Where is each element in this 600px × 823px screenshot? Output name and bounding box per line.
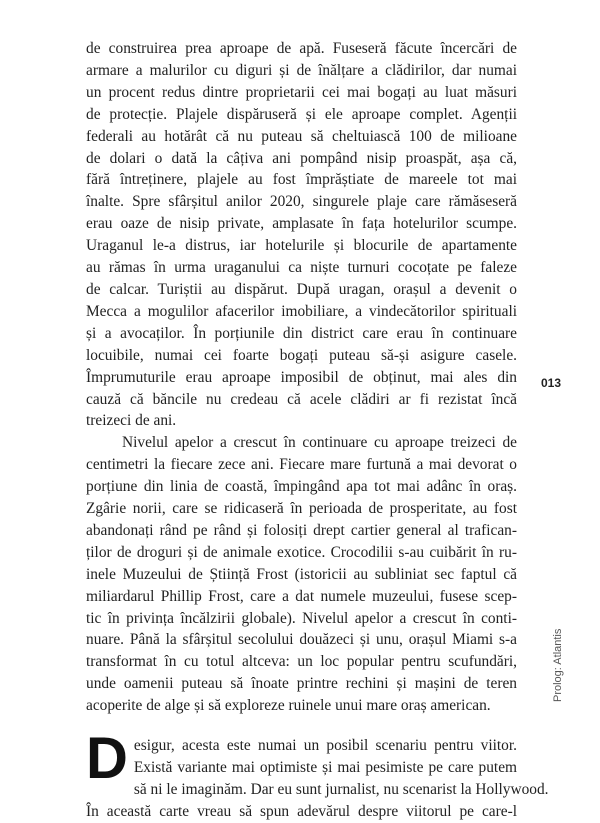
text-line: esigur, acesta este numai un posibil scenariu pentru viitor. [133, 737, 517, 755]
text-line: să ni le imaginăm. Dar eu sunt jurnalist, nu scenarist la Hollywood. [133, 780, 549, 798]
paragraph-1 [86, 38, 517, 432]
running-head: Prolog: Atlantis [552, 628, 564, 702]
text-line: locuibile, numai cei foarte bogați puteau să-și asigure casele. [86, 346, 517, 364]
text-line: Mecca a mogulilor afacerilor imobiliare, a vindecătorilor spirituali [86, 302, 517, 320]
text-line: centimetri la fiecare zece ani. Fiecare mare furtună a mai devorat o [86, 456, 517, 474]
text-line: transformat în cu totul altceva: un loc popular pentru scufundări, [86, 653, 517, 671]
text-line: de calcar. Turiștii au dispărut. După uragan, orașul a devenit o [86, 280, 517, 298]
text-line: un procent redus dintre proprietarii cei mai bogați au luat măsuri [86, 83, 517, 101]
text-line: treizeci de ani. [86, 412, 177, 430]
text-line: Împrumuturile erau aproape imposibil de obținut, mai ales din [86, 368, 517, 386]
text-line: unde oamenii puteau să înoate printre rechini și mașini de teren [86, 675, 517, 693]
paragraph-2 [86, 432, 517, 717]
text-line: fără întreținere, plajele au fost împrăștiate de mareele tot mai [86, 171, 517, 189]
text-line: și a avocaților. În porțiunile din district care erau în continuare [86, 324, 517, 342]
text-line: Nivelul apelor a crescut în continuare cu aproape treizeci de [122, 434, 517, 452]
text-line: înalte. Spre sfârșitul anilor 2020, singurele plaje care rămăseseră [86, 193, 517, 211]
paragraph-3 [86, 726, 549, 823]
text-line: Există variante mai optimiste și mai pesimiste pe care putem [133, 759, 517, 776]
text-line: acoperite de alge și să exploreze ruinele unui mare oraș american. [86, 697, 491, 715]
text-line: au rămas în urma uraganului ca niște turnuri cocoțate pe faleze [86, 259, 517, 277]
text-line: abandonați rând pe rând și folosiți drept cartier general al trafican- [86, 521, 517, 539]
page-number: 013 [541, 376, 562, 390]
text-line: inele Muzeului de Știință Frost (istoricii au subliniat sec faptul că [86, 565, 517, 583]
text-line: Zgârie norii, care se ridicaseră în perioada de prosperitate, au fost [86, 500, 517, 518]
text-line: tic în privința încălzirii globale). Nivelul apelor a crescut în conti- [86, 609, 517, 627]
text-line: federali au hotărât că nu puteau să cheltuiască 100 de milioane [86, 127, 517, 145]
text-line: miliardarul Phillip Frost, care a dat numele muzeului, fusese scep- [86, 587, 517, 605]
text-line: cauză că băncile nu credeau că acele clădiri ar fi rezistat încă [86, 390, 517, 408]
text-line: porțiune din linia de coastă, împingând apa tot mai adânc în oraș. [86, 478, 517, 496]
text-line: În această carte vreau să spun adevărul despre viitorul pe care-l [86, 802, 517, 820]
text-line: de dolari o dată la câțiva ani pompând nisip proaspăt, așa că, [86, 149, 517, 167]
text-line: de construirea prea aproape de apă. Fuseseră făcute încercări de [86, 40, 517, 57]
text-line: ților de droguri și de animale exotice. Crocodilii s-au cuibărit în ru- [86, 543, 517, 561]
text-line: de protecție. Plajele dispăruseră și ele aproape complet. Agenții [86, 105, 517, 123]
text-line: armare a malurilor cu diguri și de înălțare a clădirilor, dar numai [86, 61, 517, 79]
text-line: nuare. Până la sfârșitul secolului douăzeci și unu, orașul Miami s-a [86, 631, 517, 649]
body-text [86, 38, 549, 823]
text-line: erau oaze de nisip private, amplasate în fața hotelurilor scumpe. [86, 215, 517, 233]
drop-cap: D [86, 726, 128, 792]
text-line: Uraganul le-a distrus, iar hotelurile și blocurile de apartamente [86, 237, 517, 255]
